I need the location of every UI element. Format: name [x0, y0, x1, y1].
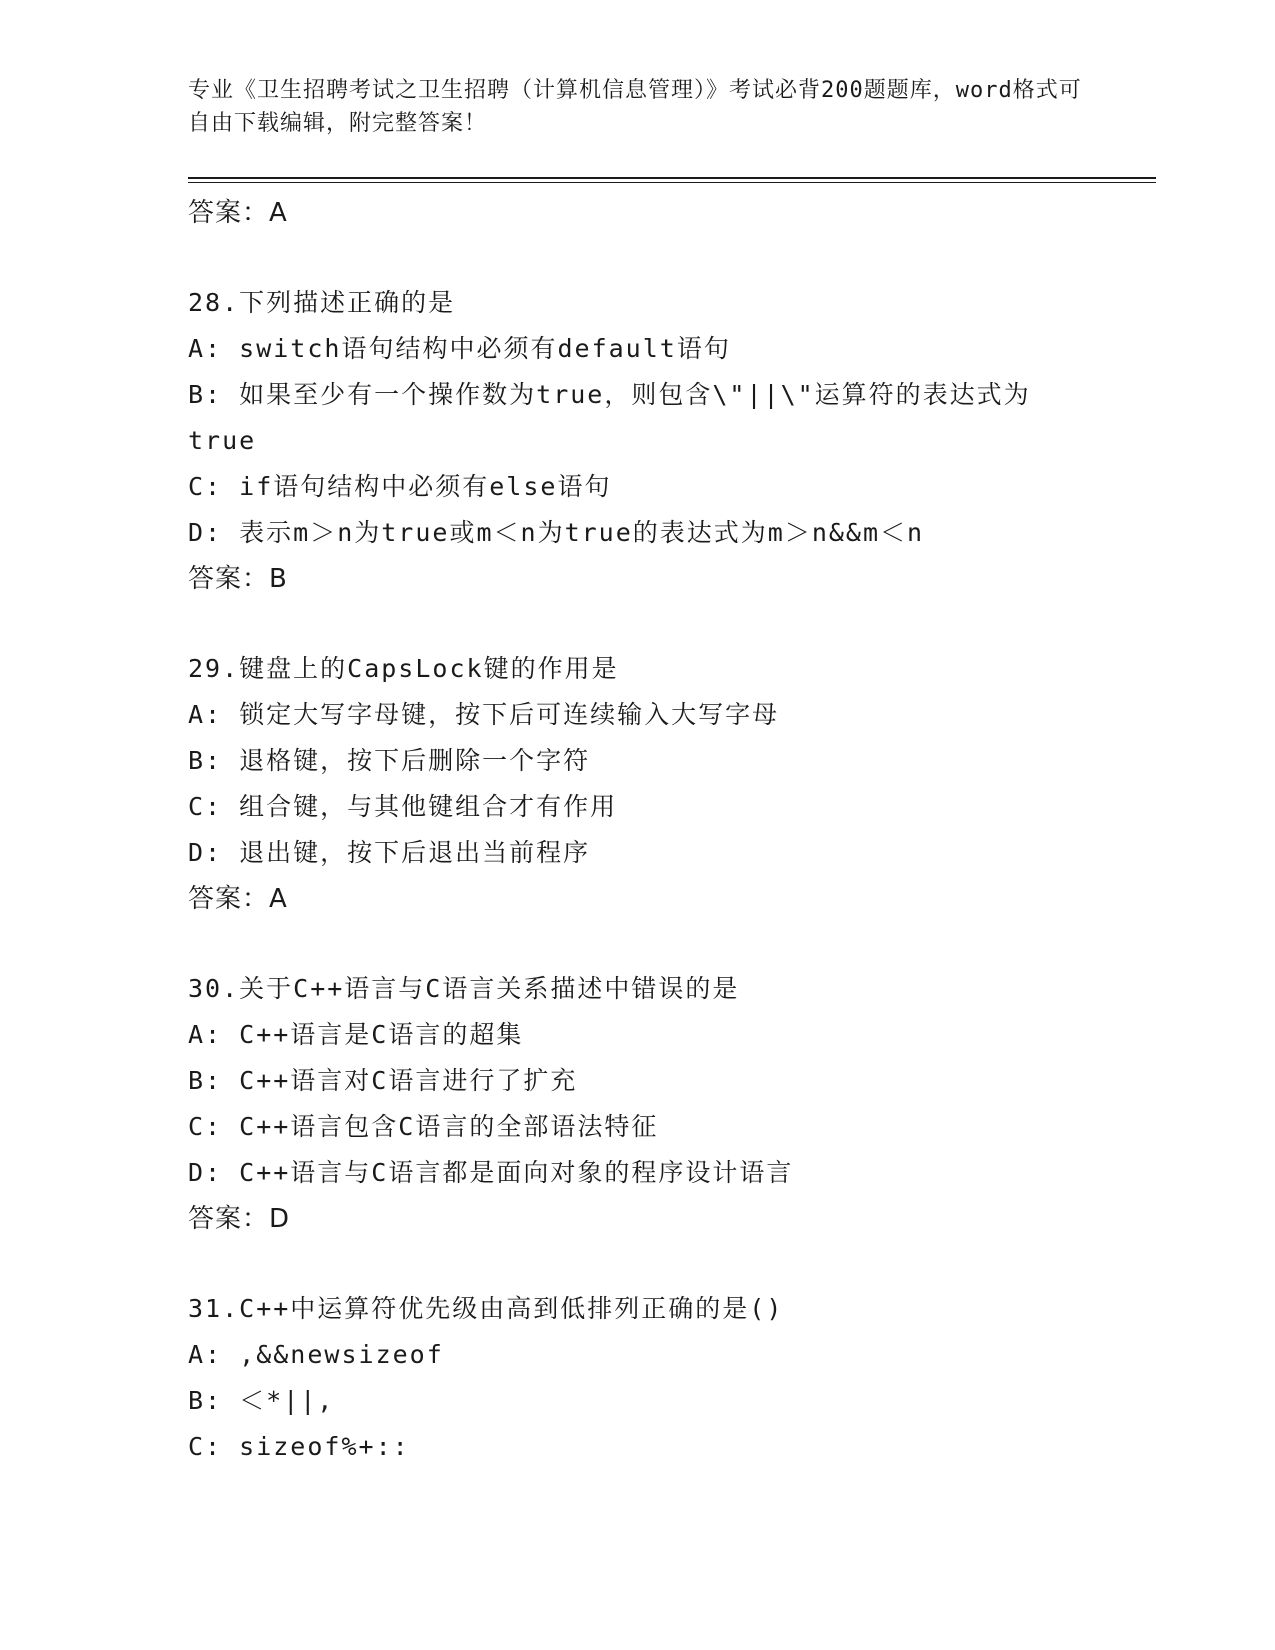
option-line: B: C++语言对C语言进行了扩充	[188, 1066, 578, 1095]
option-line: A: 锁定大写字母键，按下后可连续输入大写字母	[188, 700, 780, 729]
option-line: D: C++语言与C语言都是面向对象的程序设计语言	[188, 1158, 794, 1187]
question-stem: 29.键盘上的CapsLock键的作用是	[188, 654, 619, 683]
option-line: C: if语句结构中必须有else语句	[188, 472, 612, 501]
question-stem: 31.C++中运算符优先级由高到低排列正确的是()	[188, 1294, 784, 1323]
question-block	[188, 966, 1148, 1242]
answer-line: 答案：D	[188, 1204, 291, 1234]
question-stem: 28.下列描述正确的是	[188, 288, 456, 317]
answer-line: 答案：A	[188, 884, 288, 914]
answer-line: 答案：A	[188, 198, 288, 228]
option-line: C: 组合键，与其他键组合才有作用	[188, 792, 618, 821]
question-block	[188, 646, 1148, 922]
question-stem: 30.关于C++语言与C语言关系描述中错误的是	[188, 974, 740, 1003]
option-line: B: ＜*||,	[188, 1386, 335, 1415]
option-line: A: C++语言是C语言的超集	[188, 1020, 524, 1049]
option-line: D: 表示m＞n为true或m＜n为true的表达式为m＞n&&m＜n	[188, 518, 925, 547]
document-body	[188, 190, 1148, 1470]
option-line: true	[188, 426, 257, 455]
question-block	[188, 1286, 1148, 1470]
header-divider-thin	[188, 182, 1156, 183]
option-line: B: 退格键，按下后删除一个字符	[188, 746, 591, 775]
option-line: A: switch语句结构中必须有default语句	[188, 334, 731, 363]
option-line: C: sizeof%+::	[188, 1432, 410, 1461]
question-block	[188, 280, 1148, 602]
option-line: D: 退出键，按下后退出当前程序	[188, 838, 591, 867]
option-line: B: 如果至少有一个操作数为true，则包含\"||\"运算符的表达式为	[188, 380, 1031, 409]
header-divider	[188, 177, 1156, 179]
option-line: C: C++语言包含C语言的全部语法特征	[188, 1112, 659, 1141]
option-line: A: ,&&newsizeof	[188, 1340, 444, 1369]
answer-line: 答案：B	[188, 564, 288, 594]
document-header: 专业《卫生招聘考试之卫生招聘（计算机信息管理）》考试必背200题题库，word格式可自由下载编辑，附完整答案！	[188, 78, 1082, 136]
